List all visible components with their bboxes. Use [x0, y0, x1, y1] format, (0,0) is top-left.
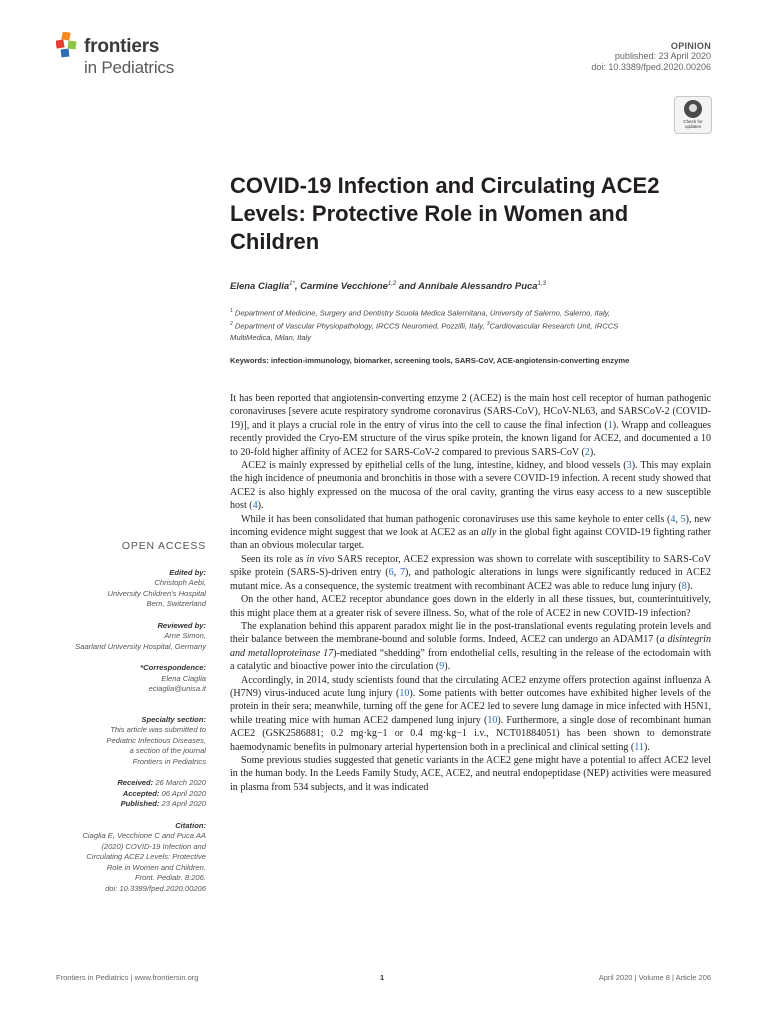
citation-doi[interactable]: doi: 10.3389/fped.2020.00206 — [105, 883, 206, 893]
reference-link[interactable]: 4 — [252, 500, 258, 512]
body-paragraph — [230, 754, 711, 794]
body-text: It has been reported that angiotensin-converting enzyme 2 (ACE2) is the main host cell receptor of human pathogenic coronaviruses [severe acute respiratory syndrome coronavirus (SARS-CoV), HCoV-NL63, and SARSCoV-2 (COVID-19)], and it plays a crucial role in the entry of virus into the cell to cause the final infection ( — [230, 393, 711, 431]
specialty-line: This article was submitted to — [110, 725, 206, 734]
reference-link[interactable]: 4 — [670, 513, 676, 525]
reference-link[interactable]: 9 — [439, 661, 445, 673]
keywords: Keywords: infection-immunology, biomarker, screening tools, SARS-CoV, ACE-angiotensin-converting enzyme — [230, 356, 630, 365]
accepted-date: 06 April 2020 — [161, 788, 206, 798]
affil-number: 3 — [486, 321, 490, 328]
correspondence-label: *Correspondence: — [140, 663, 206, 672]
accepted-label: Accepted: — [122, 788, 160, 798]
article-meta — [591, 41, 711, 73]
editor-line: University Children's Hospital — [107, 588, 206, 598]
reference-link[interactable]: 1 — [607, 419, 613, 431]
body-paragraph — [230, 674, 711, 754]
body-text: ). Wrapp and colleagues recently provided the Cryo-EM structure of the virus spike protein, the known ligand for ACE2, and documented a 10 to 20-fold higher affinity of ACE2 for SARS-CoV-2 compared to previous SARS-CoV ( — [230, 419, 711, 458]
body-paragraph — [230, 392, 711, 459]
article-title: COVID-19 Infection and Circulating ACE2 Levels: Protective Role in Women and Children — [230, 173, 660, 254]
specialty-label: Specialty section: — [141, 714, 206, 724]
check-updates-label: Check for updates — [683, 119, 703, 129]
body-text: The explanation behind this apparent paradox might lie in the post-translational events regulating protein levels and their balance between the membrane-bound and soluble forms. Indeed, ACE2 can undergo an ADAM17 ( — [230, 620, 711, 646]
author-separator: and — [396, 281, 419, 293]
author-name[interactable]: Elena Ciaglia — [230, 281, 290, 293]
editor-line[interactable]: Christoph Aebi, — [154, 578, 206, 587]
footer-issue-info: April 2020 | Volume 8 | Article 206 — [598, 973, 711, 982]
published-label: Published: — [120, 799, 160, 808]
author-list — [230, 281, 546, 292]
body-text: )-mediated “shedding” from endothelial cells, resulting in the release of the ectodomain with a catalytic and bioactive power into the circulation ( — [230, 647, 711, 673]
correspondence-email[interactable]: eciaglia@unisa.it — [148, 684, 206, 693]
affiliations — [230, 306, 710, 344]
article-sidebar — [56, 541, 206, 905]
body-text: , — [393, 567, 400, 579]
body-text: Accordingly, in 2014, study scientists found that the circulating ACE2 enzyme offers protection against influenza A (H7N9) virus-induced acute lung injury ( — [230, 674, 711, 699]
body-text: On the other hand, ACE2 receptor abundance goes down in the elderly in all these tissues, but, counterintuitively, this might place them at a greater risk of severe illness. So, what of the role of ACE2 in new COVID-19 infection? — [230, 594, 711, 619]
correspondence-section — [56, 663, 206, 695]
doi-link[interactable]: doi: 10.3389/fped.2020.00206 — [591, 62, 711, 72]
editor-line: Bern, Switzerland — [146, 599, 206, 608]
body-text-italic: a disintegrin and metalloproteinase 17 — [230, 634, 712, 659]
check-updates-icon — [684, 100, 702, 118]
citation-line: (2020) COVID-19 Infection and — [101, 841, 206, 851]
citation-label: Citation: — [175, 820, 206, 830]
page-number: 1 — [380, 973, 385, 982]
body-text: ). This may explain the high incidence of pneumonia and bronchitis in those with a severe COVID-19 infection. A recent study showed that ACE2 is also highly expressed on the mucosa of the oral cavity, granting the virus easy access to a new susceptible host ( — [230, 460, 711, 512]
affiliation-line — [230, 319, 710, 332]
affil-number: 2 — [230, 321, 233, 328]
body-text: ). Some patients with better outcomes have exhibited higher levels of the protein in their sera; meanwhile, turning off the gene for ACE2 led to severe lung damage in mice infected with H5N1, while treating mice with human ACE2 dampened lung injury ( — [230, 687, 711, 726]
body-text: ). Furthermore, a single dose of recombinant human ACE2 (GSK2586881; 0.2 mg·kg−1 or 0.4 mg·kg−1 i.v., NCT01884051) has been shown to demonstrate haemodynamic benefits in pulmonary arterial hypertension both in a preclinical and clinical setting ( — [230, 714, 711, 753]
received-label: Received: — [117, 778, 154, 787]
specialty-line: a section of the journal — [129, 746, 206, 755]
check-for-updates-button[interactable] — [674, 96, 712, 134]
reviewed-by-section — [56, 621, 206, 653]
affiliation-text: Department of Medicine, Surgery and Dentistry Scuola Medica Salernitana, University of Salerno, Salerno, Italy, — [234, 308, 610, 318]
reviewer-line[interactable]: Arne Simon, — [164, 631, 206, 640]
body-text: ). — [643, 741, 650, 753]
affiliation-text: Department of Vascular Physiopathology, IRCCS Neuromed, Pozzilli, Italy, — [234, 321, 485, 331]
body-text: ). — [444, 661, 451, 673]
journal-subname: in Pediatrics — [84, 58, 174, 77]
journal-name: frontiers — [84, 36, 160, 57]
body-text: ). — [589, 446, 596, 458]
reference-link[interactable]: 5 — [680, 513, 686, 525]
reference-link[interactable]: 3 — [626, 460, 632, 472]
author-affil: 1,3 — [537, 281, 546, 287]
journal-logo[interactable] — [56, 30, 196, 80]
edited-by-section — [56, 568, 206, 610]
body-paragraph — [230, 553, 711, 593]
body-text-italic: ally — [481, 527, 497, 539]
reference-link[interactable]: 2 — [584, 446, 590, 458]
body-paragraph — [230, 459, 711, 513]
correspondence-name: Elena Ciaglia — [161, 673, 206, 683]
body-text: , — [675, 513, 681, 525]
citation-line: Role in Women and Children. — [106, 862, 206, 872]
body-text: SARS receptor, ACE2 expression was shown to correlate with susceptibility to SARS-CoV spike protein (SARS-S)-driven entry ( — [230, 553, 712, 579]
citation-line: Front. Pediatr. 8:206. — [134, 873, 206, 882]
body-text: ), new incoming evidence might suggest that we look at ACE2 as an — [230, 513, 711, 539]
body-text: ), and pathologic alterations in lungs were significantly reduced in ACE2 mutant mice. As a consequence, the systemic treatment with recombinant ACE2 was able to reduce lung injury ( — [230, 567, 711, 592]
reference-link[interactable]: 7 — [399, 567, 405, 579]
reviewed-by-label: Reviewed by: — [157, 620, 206, 630]
reference-link[interactable]: 8 — [681, 580, 687, 592]
citation-line: Ciaglia E, Vecchione C and Puca AA — [82, 831, 206, 840]
body-text: in the global fight against COVID-19 fighting rather than an obvious molecular target. — [230, 527, 711, 552]
frontiers-logo-icon — [56, 32, 80, 58]
received-date: 26 March 2020 — [155, 778, 206, 787]
footer-journal-link[interactable]: Frontiers in Pediatrics | www.frontiersin.org — [56, 973, 199, 982]
author-separator: , — [294, 281, 301, 293]
body-text: ). — [257, 500, 264, 512]
reference-link[interactable]: 11 — [634, 741, 644, 753]
published-date: published: 23 April 2020 — [614, 51, 711, 61]
affiliation-text: Cardiovascular Research Unit, IRCCS — [489, 321, 619, 331]
affiliation-line — [230, 306, 710, 319]
reference-link[interactable]: 10 — [399, 687, 410, 699]
body-paragraph — [230, 620, 711, 674]
specialty-section — [56, 715, 206, 768]
body-paragraph — [230, 513, 711, 553]
specialty-line: Frontiers in Pediatrics — [132, 756, 206, 766]
article-type: OPINION — [670, 41, 711, 51]
reference-link[interactable]: 10 — [487, 714, 498, 726]
affiliation-line — [230, 332, 710, 344]
open-access-label: OPEN ACCESS — [121, 540, 206, 552]
body-text: ACE2 is mainly expressed by epithelial cells of the lung, intestine, kidney, and blood vessels ( — [241, 460, 627, 472]
edited-by-label: Edited by: — [169, 567, 206, 577]
author-affil: 1* — [289, 281, 295, 287]
citation-section — [56, 821, 206, 895]
body-text: Seen its role as — [241, 553, 307, 565]
body-text: Some previous studies suggested that genetic variants in the ACE2 gene might have a potential to affect ACE2 level in the human body. In the Leeds Family Study, ACE, ACE2, and neutral endopeptidase (NEP) activities were measured in plasma from 534 subjects, and it was indicated — [230, 754, 711, 793]
specialty-line: Pediatric Infectious Diseases, — [106, 735, 206, 745]
body-text: While it has been consolidated that human pathogenic coronaviruses use this same keyhole to enter cells ( — [241, 513, 671, 525]
citation-line: Circulating ACE2 Levels: Protective — [86, 852, 206, 861]
author-affil: 1,2 — [387, 281, 397, 287]
reviewer-line: Saarland University Hospital, Germany — [75, 641, 206, 651]
author-name[interactable]: Carmine Vecchione — [300, 281, 388, 293]
article-body — [230, 392, 711, 794]
body-text: ). — [686, 580, 693, 592]
affil-number: 1 — [230, 308, 233, 314]
reference-link[interactable]: 6 — [388, 567, 394, 579]
affiliation-text: MultiMedica, Milan, Italy — [230, 333, 312, 343]
body-paragraph — [230, 593, 711, 620]
published-date-sidebar: 23 April 2020 — [161, 799, 206, 808]
body-text-italic: in vivo — [306, 553, 335, 565]
author-name[interactable]: Annibale Alessandro Puca — [418, 281, 538, 293]
dates-section — [56, 778, 206, 810]
